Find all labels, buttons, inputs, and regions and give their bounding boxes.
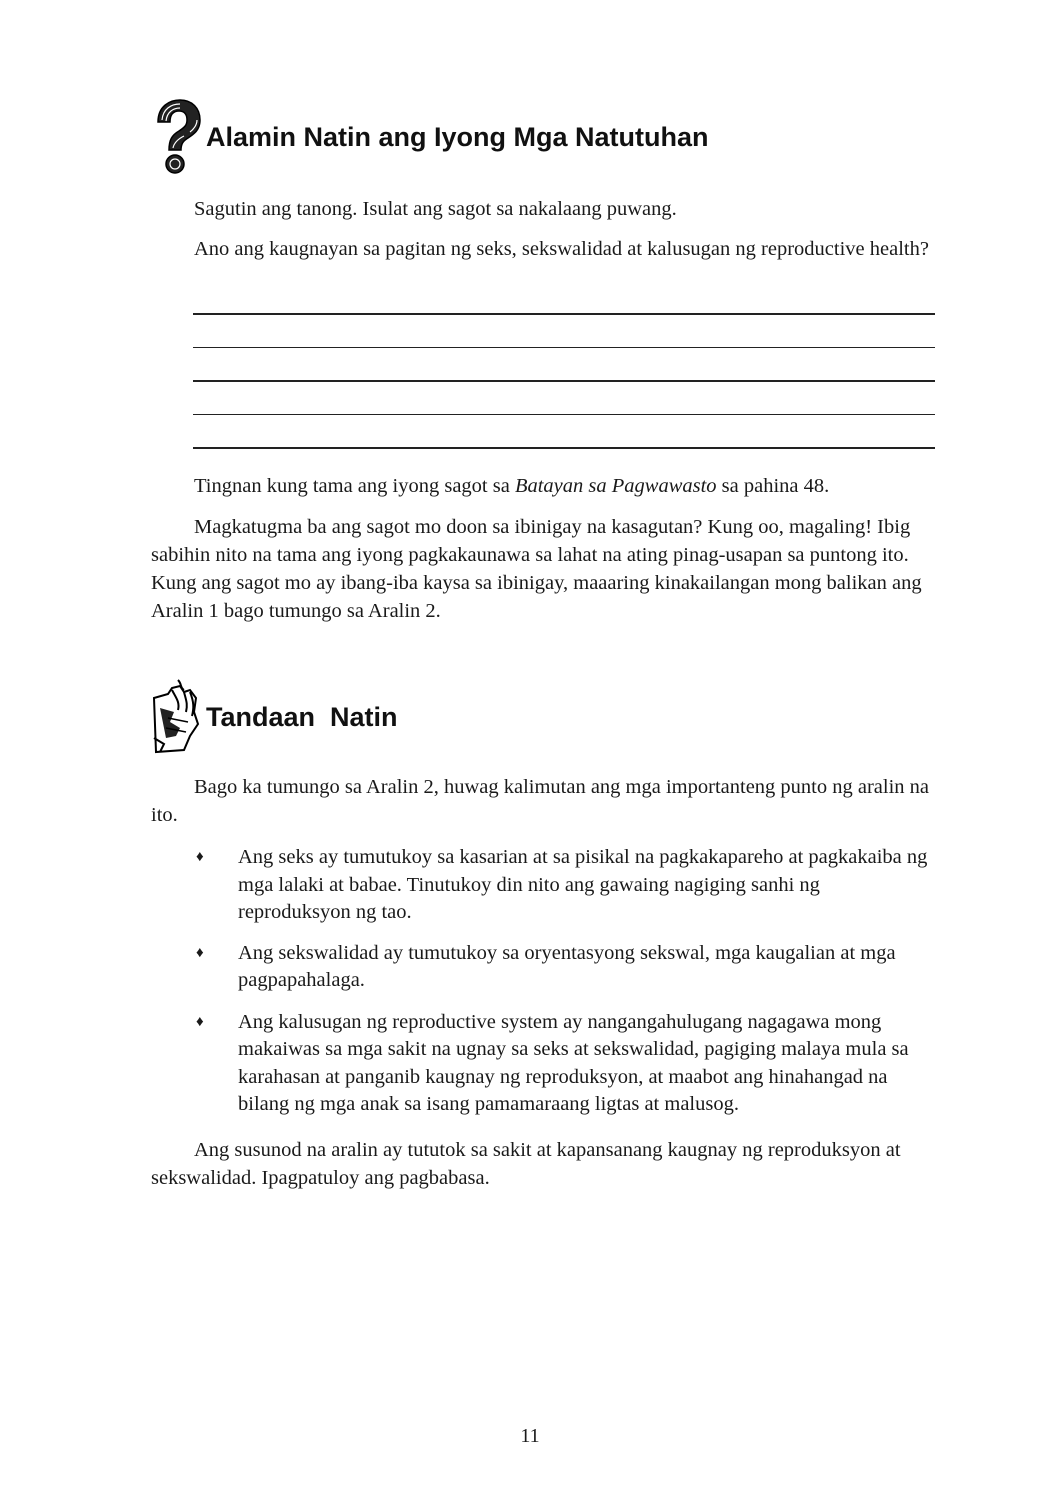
check-answer-text bbox=[151, 472, 936, 500]
answer-line[interactable] bbox=[193, 347, 935, 349]
key-points-list bbox=[193, 844, 933, 1132]
answer-line[interactable] bbox=[193, 380, 935, 382]
section1-instruction: Sagutin ang tanong. Isulat ang sagot sa nakalaang puwang. bbox=[194, 198, 677, 220]
answer-line[interactable] bbox=[193, 313, 935, 315]
page-number: 11 bbox=[520, 1425, 540, 1447]
section1-question: Ano ang kaugnayan sa pagitan ng seks, sekswalidad at kalusugan ng reproductive health? bbox=[194, 238, 929, 260]
diamond-bullet-icon: ♦ bbox=[196, 944, 204, 961]
bullet-text: Ang kalusugan ng reproductive system ay nangangahulugang nagagawa mong makaiwas sa mga sakit na ugnay sa seks at sekswalidad, pagiging malaya mula sa karahasan at panganib kaugnay ng reproduksyon, at maabot ang hinahangad na bilang ng mga anak sa isang pamamaraang ligtas at malusog. bbox=[238, 1010, 909, 1115]
bullet-text: Ang seks ay tumutukoy sa kasarian at sa pisikal na pagkakapareho at pagkakaiba ng mga lalaki at babae. Tinutukoy din nito ang gawaing nagiging sanhi ng reproduksyon ng tao. bbox=[238, 846, 928, 923]
answer-lines[interactable] bbox=[193, 313, 935, 481]
check-before: Tingnan kung tama ang iyong sagot sa bbox=[194, 475, 515, 497]
check-after: sa pahina 48. bbox=[716, 475, 830, 497]
closing-paragraph: Ang susunod na aralin ay tututok sa sakit at kapansanang kaugnay ng reproduksyon at sekswalidad. Ipagpatuloy ang pagbabasa. bbox=[151, 1139, 901, 1189]
section2-title: Tandaan Natin bbox=[206, 701, 398, 732]
feedback-paragraph: Magkatugma ba ang sagot mo doon sa ibinigay na kasagutan? Kung oo, magaling! Ibig sabihin nito na tama ang iyong pagkakaunawa sa lahat na ating pinag-usapan sa puntong ito. Kung ang sagot mo ay ibang-iba kaysa sa ibinigay, maaaring kinakailangan mong balikan ang Aralin 1 bago tumungo sa Aralin 2. bbox=[151, 516, 922, 622]
list-item bbox=[193, 940, 933, 995]
list-item bbox=[193, 844, 933, 927]
hand-with-string-icon bbox=[150, 678, 202, 756]
answer-line[interactable] bbox=[193, 414, 935, 416]
list-item bbox=[193, 1009, 933, 1119]
diamond-bullet-icon: ♦ bbox=[196, 1013, 204, 1030]
section2-heading bbox=[150, 678, 398, 756]
answer-key-reference: Batayan sa Pagwawasto bbox=[514, 475, 717, 497]
bullet-text: Ang sekswalidad ay tumutukoy sa oryentasyong sekswal, mga kaugalian at mga pagpapahalaga. bbox=[238, 941, 896, 991]
diamond-bullet-icon: ♦ bbox=[196, 849, 204, 865]
section1-heading bbox=[150, 98, 709, 176]
answer-line[interactable] bbox=[193, 447, 935, 449]
question-mark-icon bbox=[150, 98, 202, 176]
section1-title: Alamin Natin ang Iyong Mga Natutuhan bbox=[206, 121, 709, 152]
section2-intro: Bago ka tumungo sa Aralin 2, huwag kalimutan ang mga importanteng punto ng aralin na ito. bbox=[151, 776, 929, 826]
